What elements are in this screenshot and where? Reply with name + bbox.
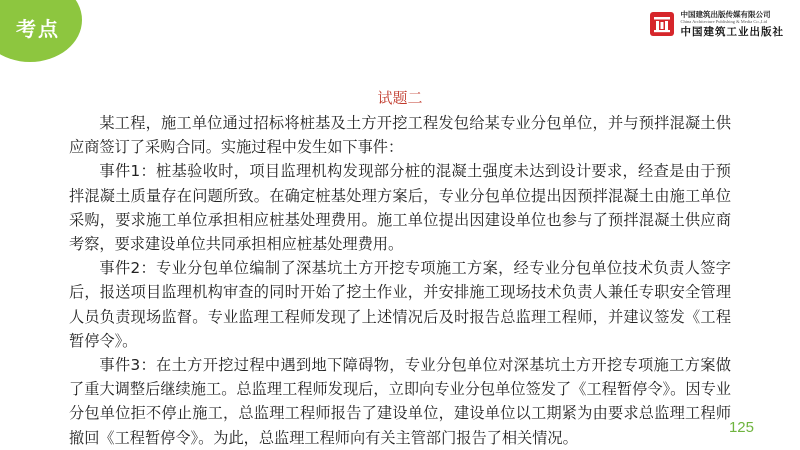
publisher-name-en: China Architecture Publishing & Media Co.,Ltd	[680, 18, 768, 24]
event-1-paragraph: 事件1：桩基验收时，项目监理机构发现部分桩的混凝土强度未达到设计要求，经查是由于预拌混凝土质量存在问题所致。在确定桩基处理方案后，专业分包单位提出因预拌混凝土由施工单位采购，要求施工单位承担相应桩基处理费用。施工单位提出因建设单位也参与了预拌混凝土供应商考察，要求建设单位共同承担相应桩基处理费用。	[69, 162, 731, 254]
publisher-emblem-icon	[649, 11, 675, 37]
page-number: 125	[728, 419, 754, 436]
topic-badge	[0, 0, 82, 62]
badge-label: 考点	[16, 17, 60, 41]
question-body	[69, 111, 731, 450]
publisher-name-calligraphy: 中国建筑工业出版社	[680, 26, 784, 38]
question-title: 试题二	[377, 89, 423, 107]
intro-paragraph: 某工程，施工单位通过招标将桩基及土方开挖工程发包给某专业分包单位，并与预拌混凝土供应商签订了采购合同。实施过程中发生如下事件：	[69, 114, 731, 157]
event-3-paragraph: 事件3：在土方开挖过程中遇到地下障碍物，专业分包单位对深基坑土方开挖专项施工方案做了重大调整后继续施工。总监理工程师发现后，立即向专业分包单位签发了《工程暂停令》。因专业分包单位拒不停止施工，总监理工程师报告了建设单位，建设单位以工期紧为由要求总监理工程师撤回《工程暂停令》。为此，总监理工程师向有关主管部门报告了相关情况。	[69, 356, 731, 447]
event-2-paragraph: 事件2：专业分包单位编制了深基坑土方开挖专项施工方案，经专业分包单位技术负责人签字后，报送项目监理机构审查的同时开始了挖土作业，并安排施工现场技术负责人兼任专职安全管理人员负责现场监督。专业监理工程师发现了上述情况后及时报告总监理工程师，并建议签发《工程暂停令》。	[69, 259, 731, 350]
publisher-logo	[649, 11, 785, 38]
publisher-name-cn: 中国建筑出版传媒有限公司	[680, 10, 771, 19]
